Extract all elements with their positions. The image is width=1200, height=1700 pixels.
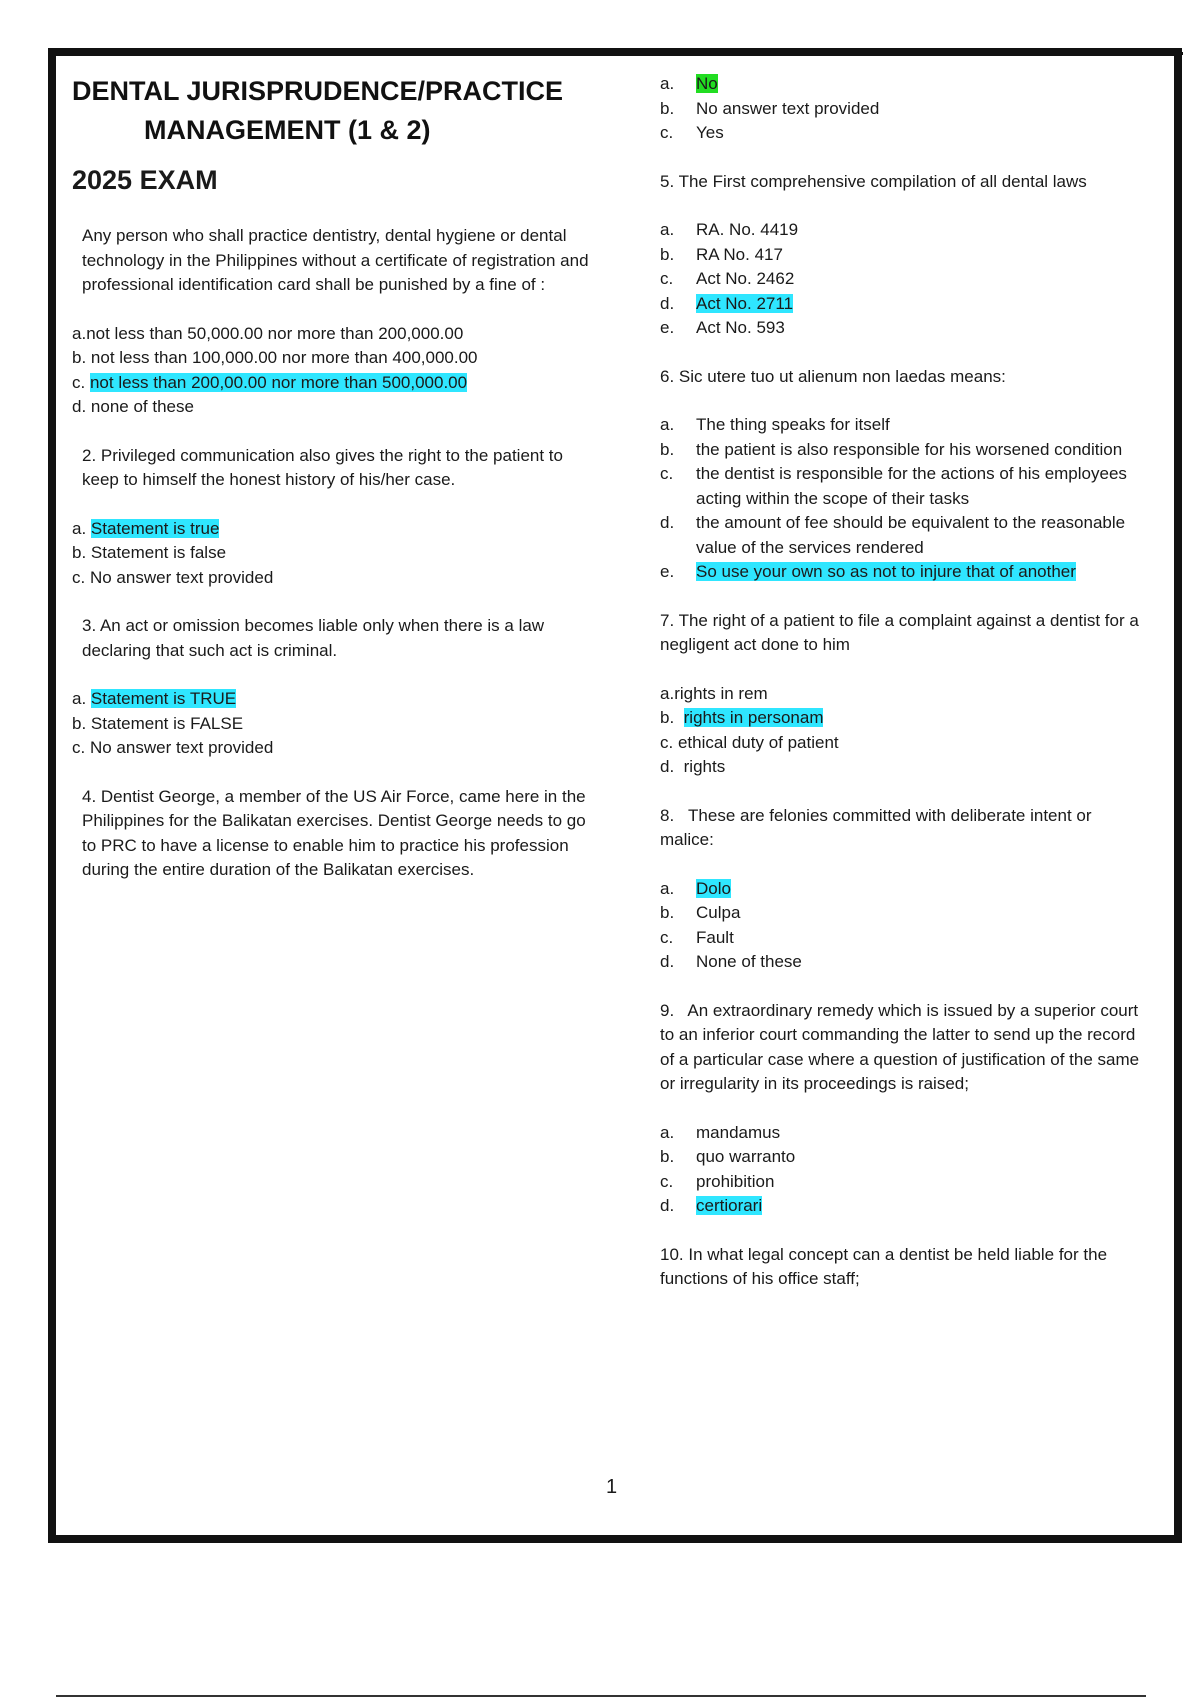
answer-highlight: Act No. 2711 — [696, 293, 794, 313]
q8-option-d: d. None of these — [660, 952, 802, 971]
q3-option-c: c. No answer text provided — [72, 738, 274, 757]
q5-option-b: b. RA No. 417 — [660, 244, 783, 264]
question-8-options — [660, 877, 1150, 975]
left-column — [72, 72, 592, 883]
q8-option-c: c. Fault — [660, 927, 734, 947]
title-line-2: MANAGEMENT (1 & 2) — [144, 115, 431, 145]
q8-option-b: b. Culpa — [660, 903, 741, 922]
answer-highlight: certiorari — [696, 1196, 763, 1215]
question-9: 9. An extraordinary remedy which is issued by a superior court to an inferior court commanding the latter to send up the record of a particular case where a question of justification of the same or irregularity in its proceedings is raised; — [660, 1000, 1144, 1093]
q7-option-a: a.rights in rem — [660, 683, 768, 703]
q1-option-b: b. not less than 100,000.00 nor more than 400,000.00 — [72, 348, 478, 367]
question-6-options — [660, 413, 1150, 585]
question-4: 4. Dentist George, a member of the US Air Force, came here in the Philippines for the Balikatan exercises. Dentist George needs to go to PRC to have a license to enable him to practice his profession during the entire duration of the Balikatan exercises. — [82, 786, 586, 879]
answer-highlight: not less than 200,00.00 nor more than 500,000.00 — [89, 372, 468, 392]
page-number: 1 — [606, 1476, 618, 1498]
answer-highlight: Dolo — [696, 878, 731, 898]
q9-option-c: c. prohibition — [660, 1171, 775, 1191]
question-6: 6. Sic utere tuo ut alienum non laedas means: — [660, 366, 1006, 386]
title-line-1: DENTAL JURISPRUDENCE/PRACTICE — [72, 76, 564, 106]
q2-option-c: c. No answer text provided — [72, 567, 274, 587]
footer-rule — [56, 1695, 1146, 1697]
q9-option-a: a. mandamus — [660, 1122, 781, 1142]
q6-option-d: d. the amount of fee should be equivalent to the reasonable value of the services rendered — [660, 513, 1126, 557]
q5-option-e: e. Act No. 593 — [660, 318, 785, 337]
question-8: 8. These are felonies committed with deliberate intent or malice: — [660, 805, 1097, 849]
question-3-options — [72, 687, 592, 761]
q9-option-d: d. certiorari — [660, 1196, 763, 1215]
question-9-options — [660, 1121, 1150, 1219]
document-title — [72, 72, 592, 150]
q4-option-a: a. No — [660, 74, 718, 93]
q5-option-d: d. Act No. 2711 — [660, 293, 794, 313]
answer-highlight: Statement is TRUE — [90, 689, 237, 708]
border-corner-line — [1143, 52, 1183, 55]
q9-option-b: b. quo warranto — [660, 1147, 796, 1166]
question-7-options — [660, 682, 1150, 780]
answer-highlight: No — [696, 74, 718, 93]
q6-option-a: a. The thing speaks for itself — [660, 415, 890, 434]
q1-option-a: a.not less than 50,000.00 nor more than 200,000.00 — [72, 323, 464, 343]
q6-option-c: c. the dentist is responsible for the actions of his employees acting within the scope of their tasks — [660, 464, 1127, 508]
q1-option-c: c. not less than 200,00.00 nor more than 500,000.00 — [72, 372, 468, 392]
question-1: Any person who shall practice dentistry, dental hygiene or dental technology in the Philippines without a certificate of registration and professional identification card shall be punished by a fine of : — [82, 226, 589, 294]
exam-year: 2025 EXAM — [72, 165, 218, 195]
question-1-options — [72, 322, 592, 420]
q7-option-c: c. ethical duty of patient — [660, 732, 839, 752]
question-5: 5. The First comprehensive compilation of all dental laws — [660, 171, 1087, 191]
right-column — [660, 72, 1150, 1292]
answer-highlight: Statement is true — [90, 518, 220, 538]
question-2-options — [72, 517, 592, 591]
q1-option-d: d. none of these — [72, 397, 194, 416]
q7-option-d: d. rights — [660, 757, 726, 776]
question-4-options — [660, 72, 1150, 146]
question-7: 7. The right of a patient to file a complaint against a dentist for a negligent act done to him — [660, 610, 1139, 654]
answer-highlight: So use your own so as not to injure that of another — [696, 562, 1076, 581]
q2-option-b: b. Statement is false — [72, 543, 227, 562]
q3-option-b: b. Statement is FALSE — [72, 713, 244, 733]
answer-highlight: rights in personam — [683, 708, 824, 727]
question-2: 2. Privileged communication also gives the right to the patient to keep to himself the honest history of his/her case. — [82, 445, 563, 489]
q8-option-a: a. Dolo — [660, 878, 731, 898]
q5-option-a: a. RA. No. 4419 — [660, 220, 799, 239]
q5-option-c: c. Act No. 2462 — [660, 269, 795, 288]
q2-option-a: a. Statement is true — [72, 518, 220, 538]
q4-option-b: b. No answer text provided — [660, 98, 880, 118]
question-3: 3. An act or omission becomes liable only when there is a law declaring that such act is criminal. — [82, 616, 545, 660]
q3-option-a: a. Statement is TRUE — [72, 689, 237, 708]
q6-option-b: b. the patient is also responsible for his worsened condition — [660, 439, 1123, 459]
q4-option-c: c. Yes — [660, 123, 724, 142]
q7-option-b: b. rights in personam — [660, 708, 824, 727]
q6-option-e: e. So use your own so as not to injure that of another — [660, 562, 1076, 581]
question-5-options — [660, 218, 1150, 341]
question-10: 10. In what legal concept can a dentist be held liable for the functions of his office staff; — [660, 1244, 1108, 1288]
